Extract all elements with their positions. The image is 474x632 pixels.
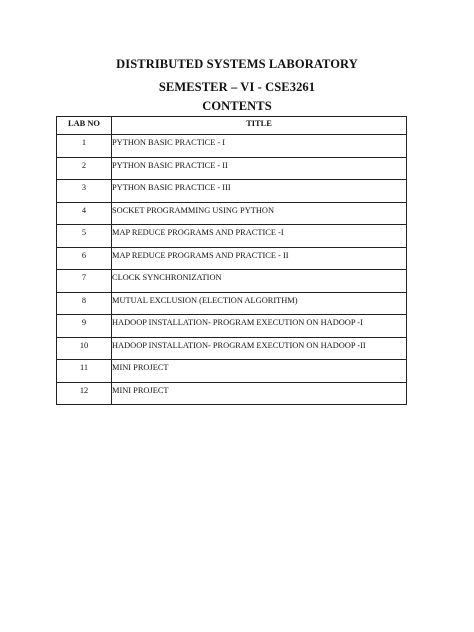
lab-number-cell: 3 xyxy=(57,180,112,203)
lab-title-cell: MINI PROJECT xyxy=(112,382,407,405)
lab-title-cell: MUTUAL EXCLUSION (ELECTION ALGORITHM) xyxy=(112,292,407,315)
table-body xyxy=(57,135,407,405)
lab-number-cell: 12 xyxy=(57,382,112,405)
table-header-row xyxy=(57,117,407,135)
table-row xyxy=(57,157,407,180)
table-row xyxy=(57,225,407,248)
column-header-lab-no: LAB NO xyxy=(57,117,112,135)
lab-title-cell: HADOOP INSTALLATION- PROGRAM EXECUTION ON HADOOP -II xyxy=(112,337,407,360)
lab-title-cell: PYTHON BASIC PRACTICE - I xyxy=(112,135,407,158)
lab-title-cell: MAP REDUCE PROGRAMS AND PRACTICE - II xyxy=(112,247,407,270)
table-row xyxy=(57,382,407,405)
semester-line: SEMESTER – VI - CSE3261 xyxy=(158,80,316,94)
table-row xyxy=(57,135,407,158)
lab-title-cell: HADOOP INSTALLATION- PROGRAM EXECUTION ON HADOOP -I xyxy=(112,315,407,338)
table-row xyxy=(57,270,407,293)
table-row xyxy=(57,247,407,270)
table-row xyxy=(57,202,407,225)
contents-heading: CONTENTS xyxy=(202,99,272,113)
lab-title-cell: MINI PROJECT xyxy=(112,360,407,383)
table-row xyxy=(57,315,407,338)
lab-title-cell: PYTHON BASIC PRACTICE - III xyxy=(112,180,407,203)
table-row xyxy=(57,292,407,315)
lab-number-cell: 10 xyxy=(57,337,112,360)
lab-number-cell: 7 xyxy=(57,270,112,293)
contents-table xyxy=(56,116,407,405)
table-row xyxy=(57,360,407,383)
lab-number-cell: 6 xyxy=(57,247,112,270)
lab-number-cell: 11 xyxy=(57,360,112,383)
lab-number-cell: 9 xyxy=(57,315,112,338)
lab-number-cell: 1 xyxy=(57,135,112,158)
document-title: DISTRIBUTED SYSTEMS LABORATORY xyxy=(116,57,358,71)
lab-number-cell: 8 xyxy=(57,292,112,315)
lab-number-cell: 2 xyxy=(57,157,112,180)
lab-title-cell: CLOCK SYNCHRONIZATION xyxy=(112,270,407,293)
lab-title-cell: PYTHON BASIC PRACTICE - II xyxy=(112,157,407,180)
table-row xyxy=(57,337,407,360)
lab-number-cell: 5 xyxy=(57,225,112,248)
lab-title-cell: SOCKET PROGRAMMING USING PYTHON xyxy=(112,202,407,225)
column-header-title: TITLE xyxy=(112,117,407,135)
lab-number-cell: 4 xyxy=(57,202,112,225)
lab-title-cell: MAP REDUCE PROGRAMS AND PRACTICE -I xyxy=(112,225,407,248)
table-row xyxy=(57,180,407,203)
